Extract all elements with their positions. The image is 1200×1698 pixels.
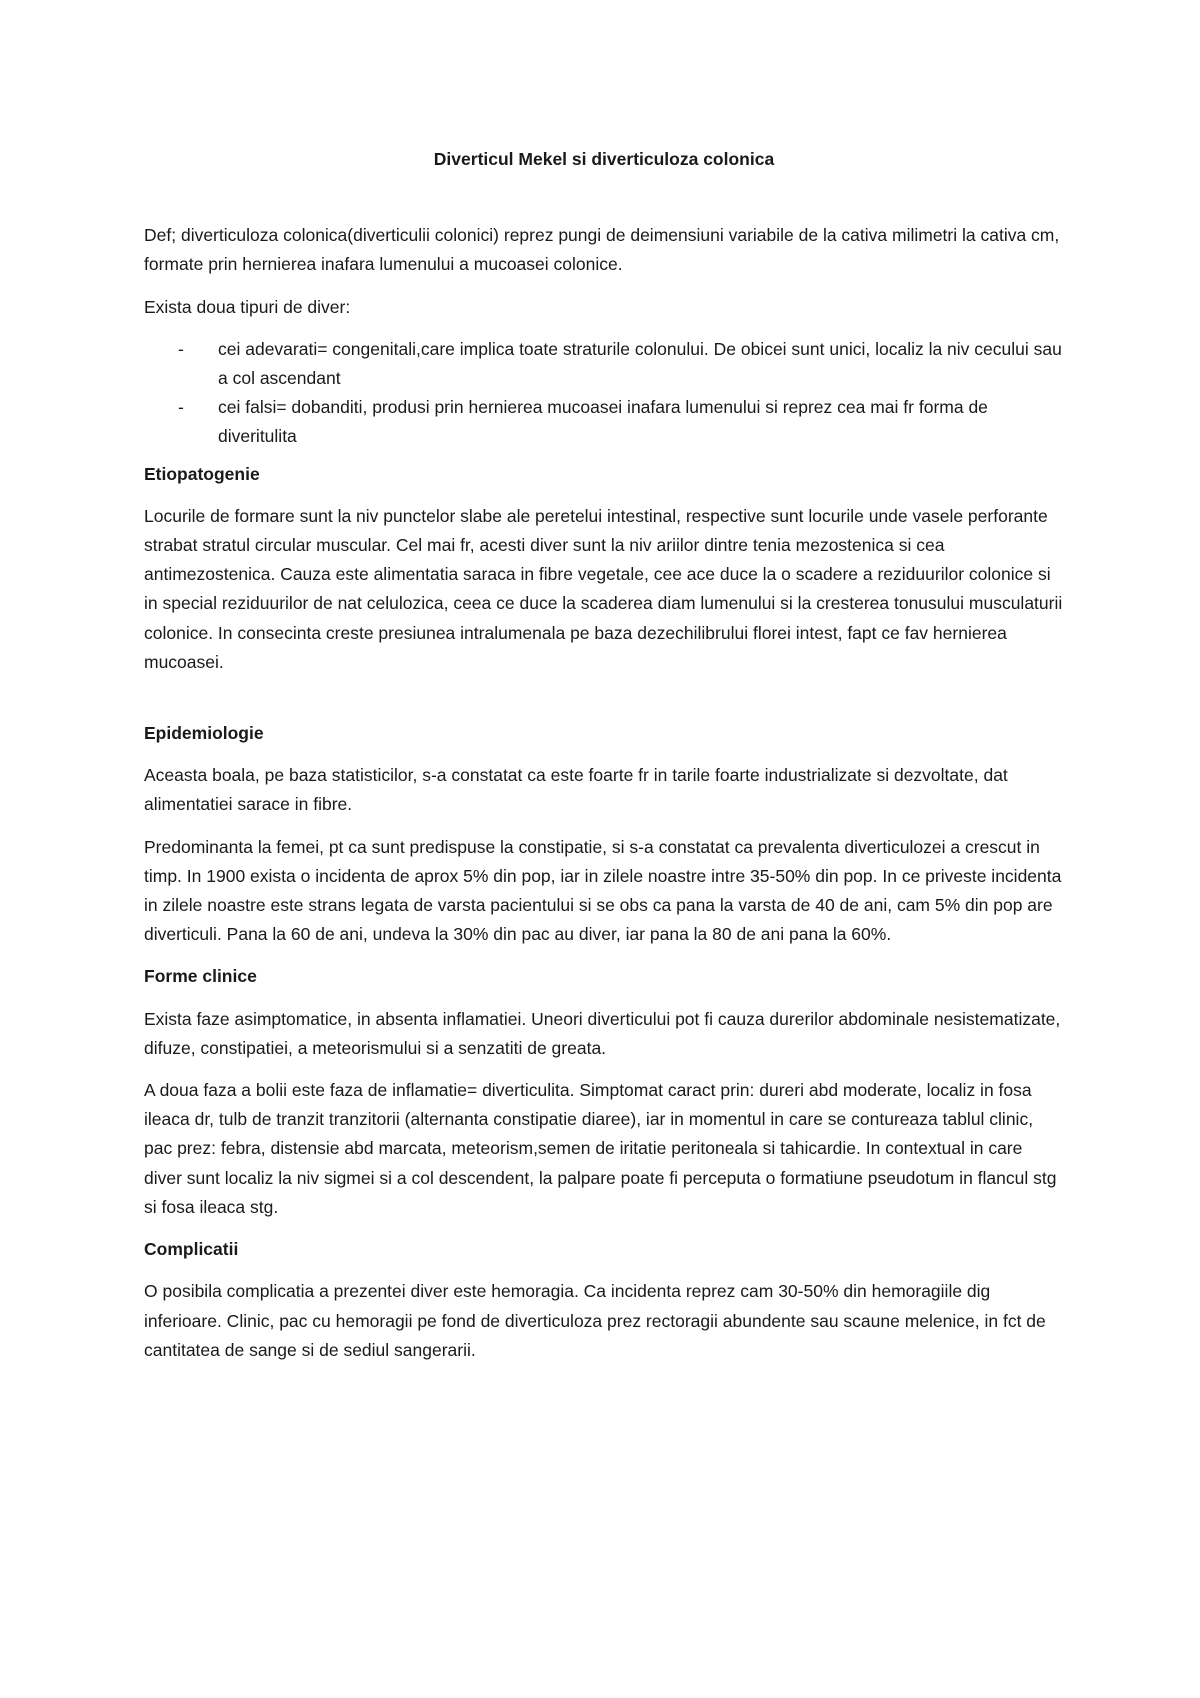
list-item <box>144 393 1064 451</box>
types-intro: Exista doua tipuri de diver: <box>144 296 351 317</box>
list-item-text: cei falsi= dobanditi, produsi prin hernierea mucoasei inafara lumenului si reprez cea mai fr forma de diveritulita <box>218 397 988 447</box>
epidemiologie-paragraph: Aceasta boala, pe baza statisticilor, s-a constatat ca este foarte fr in tarile foarte industrializate si dezvoltate, dat alimentatiei sarace in fibre. <box>144 765 1008 815</box>
document-title: Diverticul Mekel si diverticuloza colonica <box>433 149 775 169</box>
section-heading-epidemiologie: Epidemiologie <box>144 723 264 744</box>
section-heading-forme-clinice: Forme clinice <box>144 966 257 987</box>
complicatii-paragraph: O posibila complicatia a prezentei diver este hemoragia. Ca incidenta reprez cam 30-50% din hemoragiile dig inferioare. Clinic, pac cu hemoragii pe fond de diverticuloza prez rectoragii abundente sau scaune melenice, in fct de cantitatea de sange si de sediul sangerarii. <box>144 1281 1046 1360</box>
types-list <box>144 335 1064 452</box>
forme-clinice-paragraph: A doua faza a bolii este faza de inflamatie= diverticulita. Simptomat caract prin: dureri abd moderate, localiz in fosa ileaca dr, tulb de tranzit tranzitorii (alternanta constipatie diaree), iar in momentul in care se contureaza tablul clinic, pac prez: febra, distensie abd marcata, meteorism,semen de iritatie peritoneala si tahicardie. In contextual in care diver sunt localiz la niv sigmei si a col descendent, la palpare poate fi perceputa o formatiune pseudotum in flancul stg si fosa ileaca stg. <box>144 1080 1057 1217</box>
definition-paragraph: Def; diverticuloza colonica(diverticulii colonici) reprez pungi de deimensiuni variabile de la cativa milimetri la cativa cm, formate prin hernierea inafara lumenului a mucoasei colonice. <box>144 225 1060 275</box>
section-heading-etiopatogenie: Etiopatogenie <box>144 463 260 484</box>
list-bullet: - <box>178 397 184 418</box>
list-item <box>144 335 1064 393</box>
list-item-text: cei adevarati= congenitali,care implica toate straturile colonului. De obicei sunt unici, localiz la niv cecului sau a col ascendant <box>218 338 1062 389</box>
epidemiologie-paragraph: Predominanta la femei, pt ca sunt predispuse la constipatie, si s-a constatat ca prevalenta diverticulozei a crescut in timp. In 1900 exista o incidenta de aprox 5% din pop, iar in zilele noastre intre 35-50% din pop. In ce priveste incidenta in zilele noastre este strans legata de varsta pacientului si se obs ca pana la varsta de 40 de ani, cam 5% din pop are diverticuli. Pana la 60 de ani, undeva la 30% din pac au diver, iar pana la 80 de ani pana la 60%. <box>144 836 1062 945</box>
spacer <box>144 690 1064 719</box>
list-bullet: - <box>178 338 184 359</box>
document-body <box>144 145 1064 1378</box>
section-heading-complicatii: Complicatii <box>144 1239 239 1260</box>
etiopatogenie-paragraph: Locurile de formare sunt la niv punctelor slabe ale peretelui intestinal, respective sunt locurile unde vasele perforante strabat stratul circular muscular. Cel mai fr, acesti diver sunt la niv ariilor dintre tenia mezostenica si cea antimezostenica. Cauza este alimentatia saraca in fibre vegetale, cee ace duce la o scadere a reziduurilor colonice si in special reziduurilor de nat celulozica, ceea ce duce la scaderea diam lumenului si la cresterea tonusului musculaturii colonice. In consecinta creste presiunea intralumenala pe baza dezechilibrului florei intest, fapt ce fav hernierea mucoasei. <box>144 505 1063 672</box>
forme-clinice-paragraph: Exista faze asimptomatice, in absenta inflamatiei. Uneori diverticului pot fi cauza durerilor abdominale nesistematizate, difuze, constipatiei, a meteorismului si a senzatiti de greata. <box>144 1008 1061 1058</box>
